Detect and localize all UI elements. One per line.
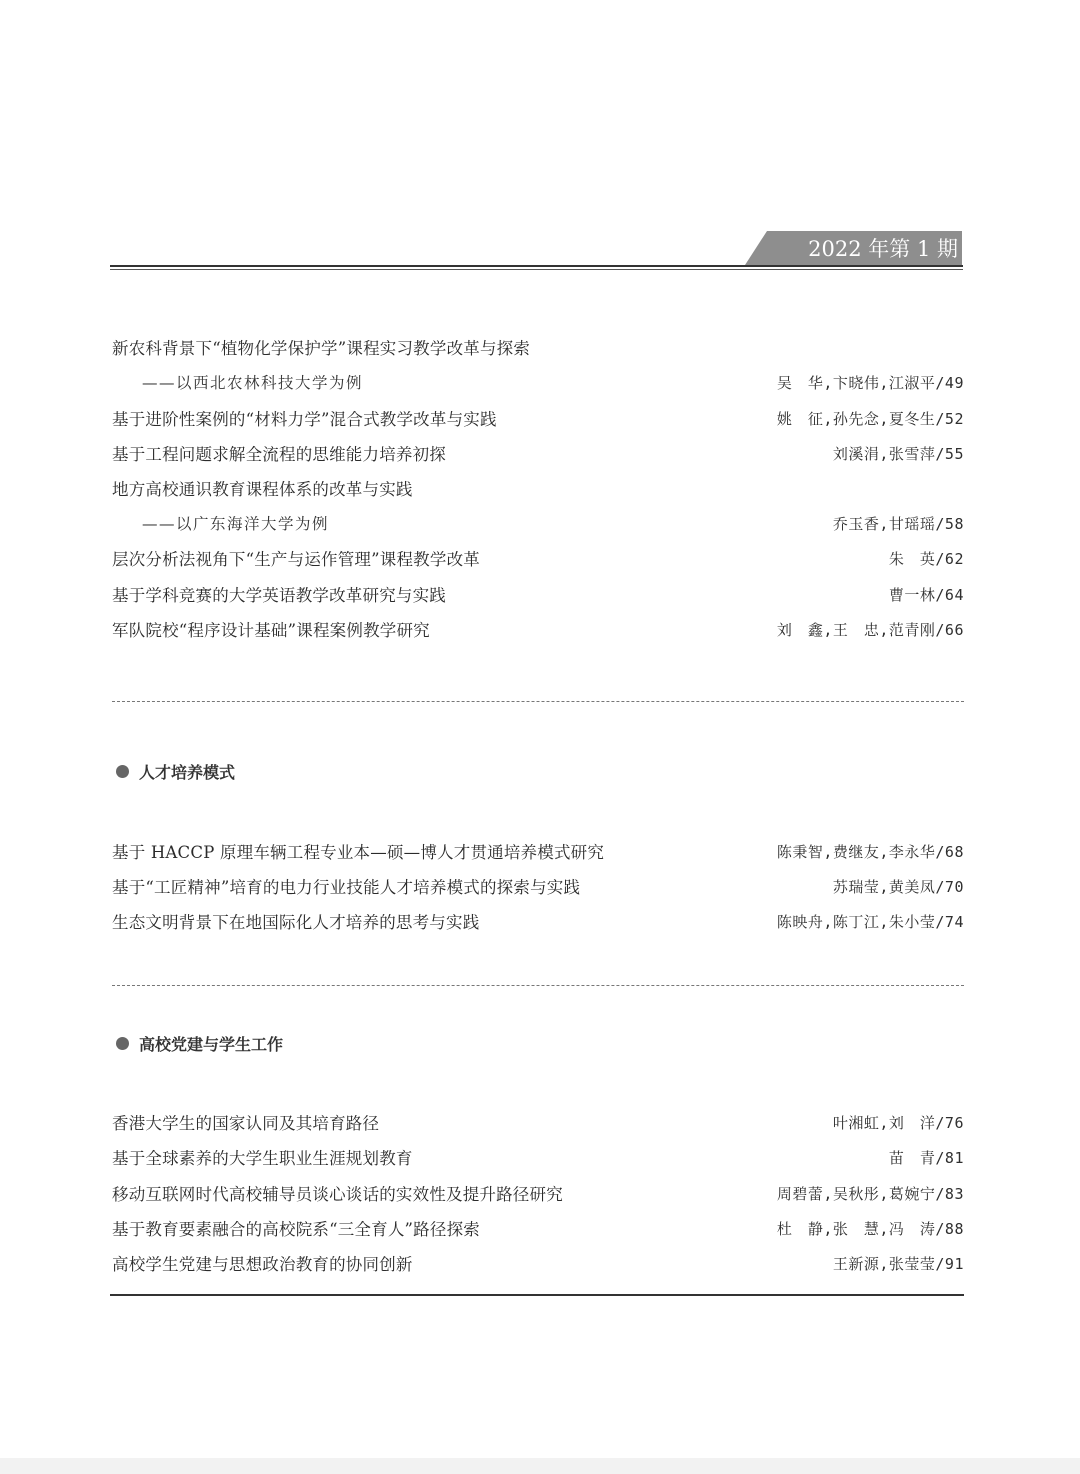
entry-title: 新农科背景下“植物化学保护学”课程实习教学改革与探索	[112, 339, 531, 358]
entry-title: 基于学科竞赛的大学英语教学改革研究与实践	[112, 586, 446, 605]
entry-title: 基于进阶性案例的“材料力学”混合式教学改革与实践	[112, 410, 497, 429]
entry-title: 基于全球素养的大学生职业生涯规划教育	[112, 1149, 413, 1168]
toc-entry[interactable]	[112, 403, 964, 433]
section-divider	[112, 701, 964, 702]
section-divider	[112, 985, 964, 986]
toc-entry[interactable]	[112, 508, 964, 538]
issue-label: 2022 年第 1 期	[808, 237, 958, 261]
entry-title: 移动互联网时代高校辅导员谈心谈话的实效性及提升路径研究	[112, 1185, 563, 1204]
bullet-dot-icon	[116, 1037, 129, 1050]
toc-entry[interactable]	[112, 1178, 964, 1208]
entry-title: 高校学生党建与思想政治教育的协同创新	[112, 1255, 413, 1274]
toc-entry[interactable]	[112, 1142, 964, 1172]
entry-authors: 吴 华,卞晓伟,江淑平/49	[776, 373, 964, 392]
toc-entry[interactable]	[112, 1248, 964, 1278]
section-heading	[116, 1030, 283, 1056]
toc-entry[interactable]	[112, 1213, 964, 1243]
entry-authors: 陈映舟,陈丁江,朱小莹/74	[776, 912, 964, 931]
toc-entry[interactable]	[112, 871, 964, 901]
entry-authors: 刘 鑫,王 忠,范青刚/66	[776, 620, 964, 639]
entry-authors: 曹一林/64	[888, 585, 964, 604]
entry-title: 基于 HACCP 原理车辆工程专业本—硕—博人才贯通培养模式研究	[112, 843, 605, 862]
toc-entry[interactable]	[112, 906, 964, 936]
toc-entry[interactable]	[112, 332, 964, 362]
toc-entry[interactable]	[112, 579, 964, 609]
entry-authors: 陈秉智,费继友,李永华/68	[776, 842, 964, 861]
entry-authors: 朱 英/62	[888, 549, 964, 568]
bullet-dot-icon	[116, 765, 129, 778]
entry-title: 香港大学生的国家认同及其培育路径	[112, 1114, 380, 1133]
entry-authors: 叶湘虹,刘 洋/76	[832, 1113, 964, 1132]
toc-entry[interactable]	[112, 438, 964, 468]
section-heading	[116, 758, 235, 784]
toc-entry[interactable]	[112, 473, 964, 503]
entry-authors: 杜 静,张 慧,冯 涛/88	[776, 1219, 964, 1238]
entry-authors: 苏瑞莹,黄美凤/70	[832, 877, 964, 896]
toc-entry[interactable]	[112, 1107, 964, 1137]
toc-entry[interactable]	[112, 614, 964, 644]
entry-title: 基于教育要素融合的高校院系“三全育人”路径探索	[112, 1220, 480, 1239]
section-heading-text: 人才培养模式	[139, 762, 236, 782]
entry-title: 军队院校“程序设计基础”课程案例教学研究	[112, 621, 430, 640]
entry-subtitle: ——以西北农林科技大学为例	[142, 374, 364, 392]
entry-title: 基于工程问题求解全流程的思维能力培养初探	[112, 445, 446, 464]
header-rule-thin	[110, 269, 963, 270]
entry-subtitle: ——以广东海洋大学为例	[142, 515, 330, 533]
entry-authors: 王新源,张莹莹/91	[832, 1254, 964, 1273]
header-rule	[110, 265, 963, 267]
toc-entry[interactable]	[112, 836, 964, 866]
entry-authors: 周碧蕾,吴秋彤,葛婉宁/83	[776, 1184, 964, 1203]
entry-title: 层次分析法视角下“生产与运作管理”课程教学改革	[112, 550, 480, 569]
entry-authors: 苗 青/81	[888, 1148, 964, 1167]
section-heading-text: 高校党建与学生工作	[139, 1034, 284, 1054]
toc-entry[interactable]	[112, 543, 964, 573]
page-bottom-strip	[0, 1458, 1080, 1474]
entry-authors: 刘溪涓,张雪萍/55	[832, 444, 964, 463]
toc-entry[interactable]	[112, 367, 964, 397]
entry-title: 生态文明背景下在地国际化人才培养的思考与实践	[112, 913, 480, 932]
entry-authors: 乔玉香,甘瑶瑶/58	[832, 514, 964, 533]
entry-title: 基于“工匠精神”培育的电力行业技能人才培养模式的探索与实践	[112, 878, 581, 897]
entry-title: 地方高校通识教育课程体系的改革与实践	[112, 480, 413, 499]
footer-rule	[110, 1294, 964, 1296]
entry-authors: 姚 征,孙先念,夏冬生/52	[776, 409, 964, 428]
